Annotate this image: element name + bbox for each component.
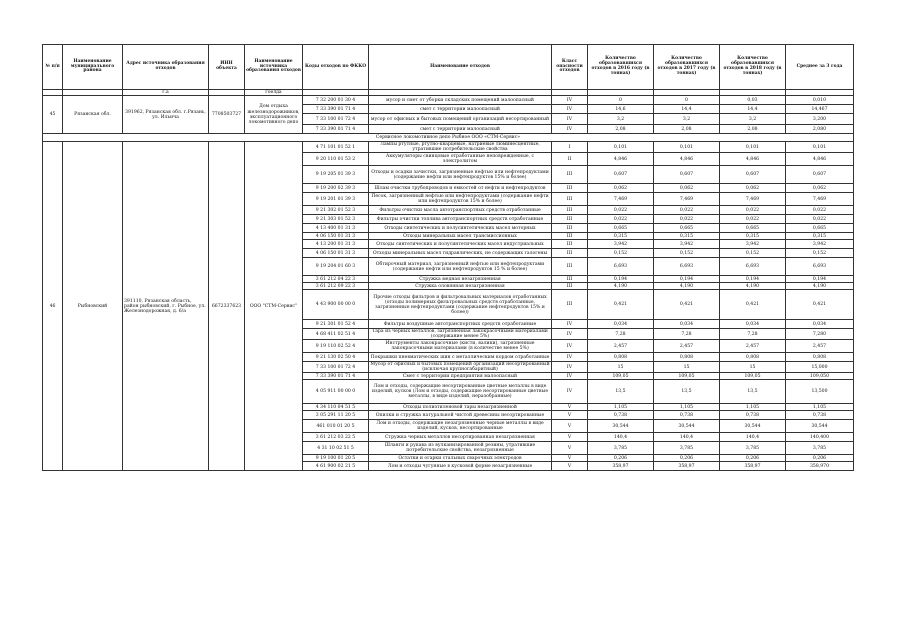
amount-average: 0,665 [786, 224, 854, 233]
district-name: Рязанская обл. [63, 96, 123, 134]
amount-2017: 1,105 [654, 404, 720, 411]
hazard-class: IV [552, 329, 588, 340]
amount-2018: 3,785 [720, 442, 786, 455]
row-number: 45 [43, 96, 63, 134]
amount-2018: 140,4 [720, 433, 786, 442]
amount-average: 3,785 [786, 442, 854, 455]
amount-2017: 109,05 [654, 373, 720, 380]
amount-2018: 2,08 [720, 125, 786, 134]
amount-2017: 0,315 [654, 233, 720, 240]
waste-name: Отходы синтетических и полусинтетических масел моторных [369, 224, 552, 233]
hazard-class: IV [552, 340, 588, 353]
waste-name: Смет с территории предприятия малоопасный [369, 373, 552, 380]
amount-2018: 13,5 [720, 380, 786, 404]
amount-average: 140,400 [786, 433, 854, 442]
fkko-code: 4 61 900 02 21 5 [303, 462, 369, 471]
amount-average: 0,315 [786, 233, 854, 240]
amount-average: 2,457 [786, 340, 854, 353]
amount-average: 15,000 [786, 362, 854, 373]
amount-2017: 3,942 [654, 240, 720, 249]
waste-register-table [42, 44, 854, 471]
waste-name: Лом и отходы, содержащие несортированные цветные металлы в виде изделий, кусков (Лом и отходы, содержащие несортированные цветные металлы, в виде изделий, неразобранные) [369, 380, 552, 404]
amount-2016: 14,6 [588, 105, 654, 114]
waste-name: смет с территории малоопасный [369, 105, 552, 114]
amount-2016: 0 [588, 96, 654, 105]
hazard-class: III [552, 206, 588, 215]
amount-2018: 0,808 [720, 353, 786, 362]
amount-average: 1,105 [786, 404, 854, 411]
waste-name: Обтирочный материал, загрязненный нефтью или нефтепродуктами (содержание нефти или нефтепродуктов 15 % и более) [369, 258, 552, 276]
amount-2017: 0,022 [654, 206, 720, 215]
fkko-code: 9 21 301 01 52 4 [303, 320, 369, 329]
amount-2018: 0,03 [720, 96, 786, 105]
waste-name: мусор и смет от уборки складских помещений малоопасный [369, 96, 552, 105]
amount-2018: 15 [720, 362, 786, 373]
source-name: ООО "СТМ-Сервис" [245, 142, 303, 471]
amount-average: 7,469 [786, 193, 854, 206]
amount-average: 0,607 [786, 166, 854, 184]
hazard-class: IV [552, 353, 588, 362]
source-address: 391110, Рязанская область, район рыбновский, г. Рыбное, ул. Железнодорожная, д. 6/а [123, 142, 209, 471]
amount-2017: 30,544 [654, 420, 720, 433]
fkko-code: 7 33 390 01 71 4 [303, 125, 369, 134]
amount-2017: 15 [654, 362, 720, 373]
fkko-code: 9 20 110 01 53 2 [303, 153, 369, 166]
amount-2017: 0,194 [654, 276, 720, 283]
amount-average: 0,101 [786, 142, 854, 153]
amount-2018: 0,315 [720, 233, 786, 240]
amount-2018: 7,469 [720, 193, 786, 206]
fkko-code: 9 19 205 01 39 3 [303, 166, 369, 184]
fkko-code: 9 19 204 01 60 3 [303, 258, 369, 276]
amount-2018: 0,022 [720, 215, 786, 224]
amount-2018: 0,034 [720, 320, 786, 329]
amount-2018: 3,942 [720, 240, 786, 249]
amount-average: 13,500 [786, 380, 854, 404]
amount-average: 109,050 [786, 373, 854, 380]
amount-average: 0,738 [786, 411, 854, 420]
amount-2017: 14,4 [654, 105, 720, 114]
amount-2017: 3,2 [654, 114, 720, 125]
amount-2017: 2,457 [654, 340, 720, 353]
amount-2017: 0,152 [654, 249, 720, 258]
amount-2018: 0,062 [720, 184, 786, 193]
amount-2018: 0,421 [720, 290, 786, 320]
amount-2017: 2,08 [654, 125, 720, 134]
hazard-class: III [552, 283, 588, 290]
amount-2016: 0,315 [588, 233, 654, 240]
amount-2016: 0,665 [588, 224, 654, 233]
waste-name: Шланги и рукава из вулканизированной резины, утратившие потребительские свойства, незагрязненные [369, 442, 552, 455]
amount-2016: 7,469 [588, 193, 654, 206]
waste-name: Стружка оловянная незагрязненная [369, 283, 552, 290]
amount-2018: 0,738 [720, 411, 786, 420]
fkko-code: 4 68 411 02 51 4 [303, 329, 369, 340]
waste-name: Песок, загрязненный нефтью или нефтепродуктами (содержание нефти или нефтепродуктов 15% и более) [369, 193, 552, 206]
amount-2018: 30,544 [720, 420, 786, 433]
waste-name: Инструменты лакокрасочные (кисти, валики), загрязненные лакокрасочными материалами (в количестве менее 5%) [369, 340, 552, 353]
waste-name: мусор от офисных и бытовых помещений организаций несортированный [369, 114, 552, 125]
amount-2016: 0,421 [588, 290, 654, 320]
amount-2017: 4,846 [654, 153, 720, 166]
amount-2016: 140,4 [588, 433, 654, 442]
hazard-class: III [552, 215, 588, 224]
fkko-code: 461 010 01 20 5 [303, 420, 369, 433]
hazard-class: V [552, 462, 588, 471]
waste-name: Отходы и осадки зачистки, загрязненные нефтью или нефтепродуктами (содержание нефти или нефтепродуктов 15% и более) [369, 166, 552, 184]
object-inn: 6672337623 [209, 142, 245, 471]
fkko-code: 4 34 110 04 51 5 [303, 404, 369, 411]
hazard-class: IV [552, 114, 588, 125]
amount-2016: 0,101 [588, 142, 654, 153]
fkko-code: 4 43 900 00 00 0 [303, 290, 369, 320]
waste-name: Шлам очистки трубопроводов и емкостей от нефти и нефтепродуктов [369, 184, 552, 193]
header-amount-2018: Количество образовавшихся отходов в 2018 году (в тоннах) [720, 45, 786, 90]
header-amount-2017: Количество образовавшихся отходов в 2017 году (в тоннах) [654, 45, 720, 90]
amount-2016: 3,2 [588, 114, 654, 125]
hazard-class: III [552, 276, 588, 283]
amount-2017: 358,97 [654, 462, 720, 471]
amount-2017: 7,469 [654, 193, 720, 206]
hazard-class: IV [552, 320, 588, 329]
amount-average: 4,846 [786, 153, 854, 166]
amount-2016: 0,152 [588, 249, 654, 258]
fkko-code: 9 21 302 01 52 3 [303, 206, 369, 215]
amount-2017: 0,738 [654, 411, 720, 420]
waste-name: Отходы полиэтиленовой тары незагрязненной [369, 404, 552, 411]
amount-average: 3,200 [786, 114, 854, 125]
amount-average: 0,206 [786, 455, 854, 462]
waste-name: Лом и отходы чугунные в кусковой форме незагрязненные [369, 462, 552, 471]
amount-average: 6,693 [786, 258, 854, 276]
header-average: Среднее за 3 года [786, 45, 854, 90]
amount-average: 0,034 [786, 320, 854, 329]
amount-2016: 15 [588, 362, 654, 373]
header-fkko-code: Коды отходов по ФККО [303, 45, 369, 90]
amount-2017: 0,101 [654, 142, 720, 153]
amount-2016: 0,022 [588, 215, 654, 224]
amount-average: 0,022 [786, 215, 854, 224]
source-name: Дом отдыха железнодорожников, эксплуатационного локомотивного депо [245, 96, 303, 134]
header-district: Наименование муниципального района [63, 45, 123, 90]
fkko-code: 4 13 200 01 31 3 [303, 240, 369, 249]
waste-name: Покрышки пневматических шин с металлическим кордом отработанные [369, 353, 552, 362]
amount-2018: 0,101 [720, 142, 786, 153]
amount-average: 4,190 [786, 283, 854, 290]
amount-2016: 358,97 [588, 462, 654, 471]
amount-2017: 6,693 [654, 258, 720, 276]
header-number: № п/п [43, 45, 63, 90]
fkko-code: 9 19 201 01 39 3 [303, 193, 369, 206]
fkko-code: 4 05 911 00 00 0 [303, 380, 369, 404]
hazard-class: III [552, 193, 588, 206]
amount-2018: 7,28 [720, 329, 786, 340]
amount-2018: 2,457 [720, 340, 786, 353]
amount-2018: 1,105 [720, 404, 786, 411]
hazard-class: IV [552, 105, 588, 114]
amount-2017: 0,665 [654, 224, 720, 233]
hazard-class: I [552, 142, 588, 153]
amount-2018: 0,022 [720, 206, 786, 215]
fkko-code: 7 33 390 01 71 4 [303, 105, 369, 114]
header-address: Адрес источника образования отходов [123, 45, 209, 90]
amount-2017: 0,034 [654, 320, 720, 329]
amount-2017: 140,4 [654, 433, 720, 442]
amount-2016: 4,846 [588, 153, 654, 166]
amount-2016: 0,062 [588, 184, 654, 193]
waste-name: Фильтры воздушные автотранспортных средств отработанные [369, 320, 552, 329]
waste-name: Стружка медная незагрязненная [369, 276, 552, 283]
hazard-class: V [552, 455, 588, 462]
source-address: 391962, Рязанская обл. г.Рязань, ул. Ильича [123, 96, 209, 134]
source-name-fragment: гоелда [245, 90, 303, 96]
waste-name: Аккумуляторы свинцовые отработанные неповрежденные, с электролитом [369, 153, 552, 166]
table-row [43, 96, 854, 105]
amount-2018: 0,665 [720, 224, 786, 233]
amount-2016: 3,942 [588, 240, 654, 249]
hazard-class: III [552, 240, 588, 249]
waste-name: Отходы синтетических и полусинтетических масел индустриальных [369, 240, 552, 249]
amount-average: 7,280 [786, 329, 854, 340]
hazard-class: V [552, 404, 588, 411]
hazard-class: III [552, 258, 588, 276]
hazard-class: IV [552, 96, 588, 105]
amount-2017: 0 [654, 96, 720, 105]
waste-name: Отходы минеральных масел гидравлических, не содержащих галогены [369, 249, 552, 258]
waste-name: смет с территории малоопасный [369, 125, 552, 134]
fkko-code: 7 33 390 01 71 4 [303, 373, 369, 380]
section-band-row [43, 134, 854, 142]
hazard-class: IV [552, 362, 588, 373]
amount-2018: 109,05 [720, 373, 786, 380]
hazard-class: V [552, 420, 588, 433]
amount-average: 0,421 [786, 290, 854, 320]
hazard-class: IV [552, 125, 588, 134]
section-band-title: Сервисное локомотивное депо Рыбное ООО «СТМ-Сервис» [43, 134, 854, 142]
amount-2018: 4,846 [720, 153, 786, 166]
fkko-code: 7 33 100 01 72 4 [303, 362, 369, 373]
object-inn: 7708503727 [209, 96, 245, 134]
fkko-code: 9 21 130 02 50 4 [303, 353, 369, 362]
fkko-code: 9 21 303 01 52 3 [303, 215, 369, 224]
hazard-class: IV [552, 380, 588, 404]
amount-2016: 2,08 [588, 125, 654, 134]
amount-2018: 358,97 [720, 462, 786, 471]
header-hazard-class: Класс опасности отходов [552, 45, 588, 90]
waste-name: Тара из черных металлов, загрязненная лакокрасочными материалами (содержание менее 5%) [369, 329, 552, 340]
amount-2017: 0,206 [654, 455, 720, 462]
header-source: Наименование источника образования отходов [245, 45, 303, 90]
amount-average: 3,942 [786, 240, 854, 249]
amount-2016: 30,544 [588, 420, 654, 433]
waste-name: Мусор от офисных и бытовых помещений организаций несортированный (исключая крупногабаритный) [370, 362, 550, 373]
fkko-code: 3 61 212 03 22 5 [303, 433, 369, 442]
amount-2016: 2,457 [588, 340, 654, 353]
waste-name: Опилки и стружка натуральной чистой древесины несортированные [369, 411, 552, 420]
amount-average: 0,194 [786, 276, 854, 283]
amount-2017: 7,28 [654, 329, 720, 340]
amount-2016: 13,5 [588, 380, 654, 404]
amount-2018: 0,206 [720, 455, 786, 462]
hazard-class: V [552, 442, 588, 455]
amount-2016: 3,785 [588, 442, 654, 455]
waste-name: Фильтры очистки масла автотранспортных средств отработанные [369, 206, 552, 215]
fkko-code: 4 06 150 01 31 3 [303, 233, 369, 240]
amount-average: 0,062 [786, 184, 854, 193]
amount-2018: 0,152 [720, 249, 786, 258]
amount-2018: 0,194 [720, 276, 786, 283]
fkko-code: 3 05 291 11 20 5 [303, 411, 369, 420]
amount-2017: 13,5 [654, 380, 720, 404]
amount-average: 30,544 [786, 420, 854, 433]
amount-average: 0,010 [786, 96, 854, 105]
amount-2017: 0,421 [654, 290, 720, 320]
table-header-row [43, 45, 854, 90]
amount-2016: 1,105 [588, 404, 654, 411]
amount-2016: 7,28 [588, 329, 654, 340]
row-number: 46 [43, 142, 63, 471]
amount-2016: 0,808 [588, 353, 654, 362]
fkko-code: 9 19 200 02 39 3 [303, 184, 369, 193]
source-address-fragment: г.а [123, 90, 209, 96]
hazard-class: III [552, 290, 588, 320]
hazard-class: III [552, 224, 588, 233]
amount-average: 358,970 [786, 462, 854, 471]
amount-2018: 3,2 [720, 114, 786, 125]
hazard-class: III [552, 249, 588, 258]
amount-average: 0,022 [786, 206, 854, 215]
amount-2018: 6,693 [720, 258, 786, 276]
hazard-class: III [552, 184, 588, 193]
waste-name: Остатки и огарки стальных сварочных электродов [369, 455, 552, 462]
hazard-class: III [552, 166, 588, 184]
fkko-code: 9 19 110 02 52 4 [303, 340, 369, 353]
fkko-code: 4 06 150 01 31 3 [303, 249, 369, 258]
fkko-code: 4 13 400 01 31 3 [303, 224, 369, 233]
waste-name: Фильтры очистки топлива автотранспортных средств отработанные [369, 215, 552, 224]
hazard-class: V [552, 433, 588, 442]
amount-2016: 0,738 [588, 411, 654, 420]
amount-average: 0,152 [786, 249, 854, 258]
amount-2016: 6,693 [588, 258, 654, 276]
amount-2018: 4,190 [720, 283, 786, 290]
amount-2016: 0,194 [588, 276, 654, 283]
amount-2017: 0,062 [654, 184, 720, 193]
amount-2018: 14,4 [720, 105, 786, 114]
amount-2017: 0,607 [654, 166, 720, 184]
hazard-class: II [552, 153, 588, 166]
amount-2017: 0,022 [654, 215, 720, 224]
amount-2017: 4,190 [654, 283, 720, 290]
amount-2016: 0,022 [588, 206, 654, 215]
amount-2016: 0,034 [588, 320, 654, 329]
header-amount-2016: Количество образовавшихся отходов в 2016 году (в тоннах) [588, 45, 654, 90]
waste-name: Лом и отходы, содержащие незагрязненные черные металлы в виде изделий, кусков, несортированные [369, 420, 552, 433]
amount-average: 0,808 [786, 353, 854, 362]
amount-average: 2,080 [786, 125, 854, 134]
hazard-class: V [552, 411, 588, 420]
waste-name: Лампы ртутные, ртутно-кварцевые, натриевые люминесцентные, утратившие потребительские свойства [369, 142, 552, 153]
district-name: Рыбновский [63, 142, 123, 471]
amount-2016: 109,05 [588, 373, 654, 380]
amount-average: 14,467 [786, 105, 854, 114]
header-waste-name: Наименование отходов [369, 45, 552, 90]
amount-2017: 0,808 [654, 353, 720, 362]
amount-2016: 0,206 [588, 455, 654, 462]
waste-name: Стружка черных металлов несортированная незагрязненная [369, 433, 552, 442]
table-row [43, 142, 854, 153]
amount-2018: 0,607 [720, 166, 786, 184]
hazard-class: IV [552, 373, 588, 380]
fkko-code: 4 31 10 02 51 5 [303, 442, 369, 455]
waste-name: Прочие отходы фильтров и фильтровальных материалов отработанных (отходы полимерных фильтровальных средств отработанные, загрязненные нефтепродуктами (содержание нефтепродуктов 15% и более)) [369, 290, 552, 320]
amount-2016: 4,190 [588, 283, 654, 290]
fkko-code: 7 33 100 01 72 4 [303, 114, 369, 125]
amount-2017: 3,785 [654, 442, 720, 455]
fkko-code: 3 61 212 04 22 3 [303, 276, 369, 283]
fkko-code: 4 71 101 01 52 1 [303, 142, 369, 153]
amount-2016: 0,607 [588, 166, 654, 184]
fkko-code: 9 19 100 01 20 5 [303, 455, 369, 462]
header-inn: ИНН объекта [209, 45, 245, 90]
fkko-code: 7 32 200 01 30 4 [303, 96, 369, 105]
hazard-class: III [552, 233, 588, 240]
fkko-code: 3 61 212 09 22 3 [303, 283, 369, 290]
waste-name: Отходы минеральных масел трансмиссионных [369, 233, 552, 240]
